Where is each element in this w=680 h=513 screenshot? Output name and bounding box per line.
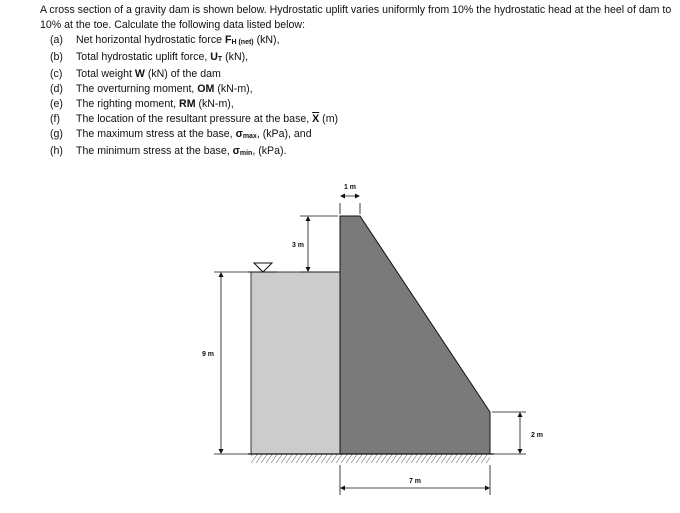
problem-intro: A cross section of a gravity dam is shown below. Hydrostatic uplift varies uniformly from 10% the hydrostatic head at the heel of dam to 10% at the toe. Calculate the following data listed below:: [40, 4, 672, 31]
toe-height-label: 2 m: [530, 432, 544, 439]
crest-width-arrow-right: [355, 194, 360, 199]
dam-height-arrow-bottom: [219, 449, 224, 454]
question-text: The location of the resultant pressure at the base, $\overline{X}$ (m): [76, 113, 339, 125]
dam-body: [340, 216, 490, 454]
base-width-arrow-right: [485, 486, 490, 491]
freeboard-arrow-top: [306, 216, 311, 221]
question-letter: (g): [50, 128, 63, 140]
base-width-label: 7 m: [408, 478, 422, 485]
question-letter: (e): [50, 98, 63, 110]
question-letter: (a): [50, 34, 63, 46]
crest-width-label: 1 m: [343, 184, 357, 191]
question-text: Net horizontal hydrostatic force FH (net) (kN),: [76, 34, 280, 46]
question-letter: (f): [50, 113, 60, 125]
question-letter: (h): [50, 145, 63, 157]
freeboard-arrow-bottom: [306, 267, 311, 272]
question-letter: (b): [50, 51, 63, 63]
question-text: Total weight W (kN) of the dam: [76, 68, 221, 80]
freeboard-label: 3 m: [291, 242, 305, 249]
water-surface-triangle-icon: [254, 263, 272, 272]
base-width-arrow-left: [340, 486, 345, 491]
toe-height-arrow-bottom: [518, 449, 523, 454]
question-text: Total hydrostatic uplift force, UT (kN),: [76, 51, 249, 63]
question-text: The righting moment, RM (kN-m),: [76, 98, 234, 110]
toe-height-arrow-top: [518, 412, 523, 417]
question-letter: (c): [50, 68, 63, 80]
question-text: The overturning moment, OM (kN-m),: [76, 83, 253, 95]
reservoir-water: [251, 272, 340, 454]
ground-hatch: [251, 454, 490, 463]
dam-height-arrow-top: [219, 272, 224, 277]
crest-width-arrow-left: [340, 194, 345, 199]
dam-height-label: 9 m: [201, 351, 215, 358]
question-text: The minimum stress at the base, σmin, (kPa).: [76, 145, 287, 157]
question-text: The maximum stress at the base, σmax, (kPa), and: [76, 128, 312, 140]
question-letter: (d): [50, 83, 63, 95]
